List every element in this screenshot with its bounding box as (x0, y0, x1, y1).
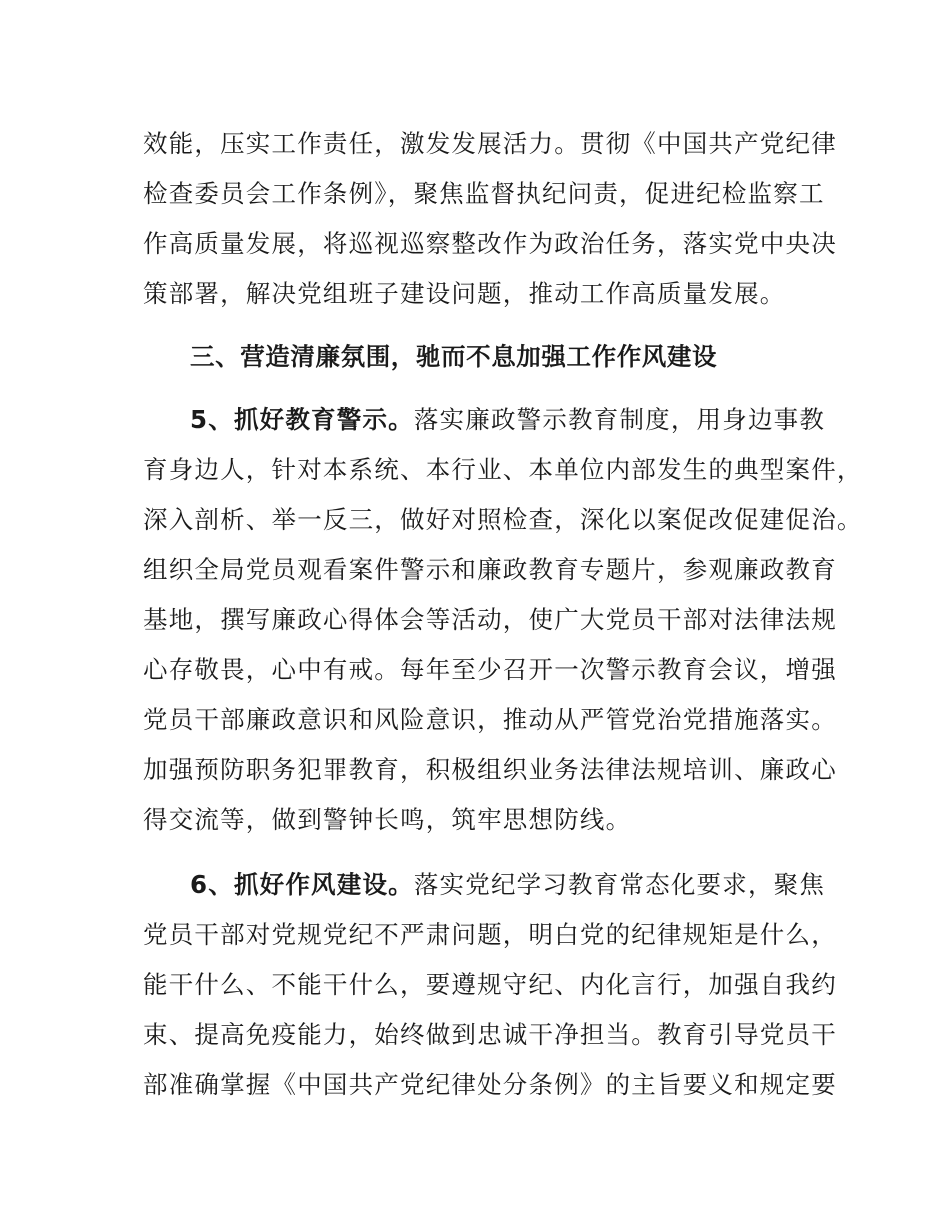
item5-line: 基地，撰写廉政心得体会等活动，使广大党员干部对法律法规 (143, 605, 837, 634)
item6-line: 束、提高免疫能力，始终做到忠诚干净担当。教育引导党员干 (143, 1020, 837, 1049)
item6-line: 部准确掌握《中国共产党纪律处分条例》的主旨要义和规定要 (143, 1070, 837, 1099)
item5-line: 心存敬畏，心中有戒。每年至少召开一次警示教育会议，增强 (143, 655, 837, 684)
item6-title: 6、抓好作风建设。 (190, 870, 414, 899)
paragraph-line: 效能，压实工作责任，激发发展活力。贯彻《中国共产党纪律 (143, 129, 837, 158)
paragraph-line: 检查委员会工作条例》，聚焦监督执纪问责，促进纪检监察工 (143, 179, 825, 208)
item6-line: 能干什么、不能干什么，要遵规守纪、内化言行，加强自我约 (143, 970, 837, 999)
item5-first-line-text: 落实廉政警示教育制度，用身边事教 (413, 405, 826, 434)
item5-line: 党员干部廉政意识和风险意识，推动从严管党治党措施落实。 (143, 705, 837, 734)
item5-line: 组织全局党员观看案件警示和廉政教育专题片，参观廉政教育 (143, 555, 837, 584)
paragraph-line: 作高质量发展，将巡视巡察整改作为政治任务，落实党中央决 (143, 229, 837, 258)
item5-title: 5、抓好教育警示。 (190, 405, 414, 434)
section-heading: 三、营造清廉氛围，驰而不息加强工作作风建设 (190, 342, 718, 371)
paragraph-line: 策部署，解决党组班子建设问题，推动工作高质量发展。 (143, 279, 786, 308)
item6-first-line (190, 870, 880, 900)
item5-line: 育身边人，针对本系统、本行业、本单位内部发生的典型案件， (143, 455, 863, 484)
item6-first-line-text: 落实党纪学习教育常态化要求，聚焦 (413, 870, 826, 899)
item5-line: 加强预防职务犯罪教育，积极组织业务法律法规培训、廉政心 (143, 755, 837, 784)
item6-line: 党员干部对党规党纪不严肃问题，明白党的纪律规矩是什么， (143, 920, 837, 949)
item5-line: 得交流等，做到警钟长鸣，筑牢思想防线。 (143, 805, 632, 834)
item5-first-line (190, 405, 880, 435)
item5-line: 深入剖析、举一反三，做好对照检查，深化以案促改促建促治。 (143, 505, 863, 534)
